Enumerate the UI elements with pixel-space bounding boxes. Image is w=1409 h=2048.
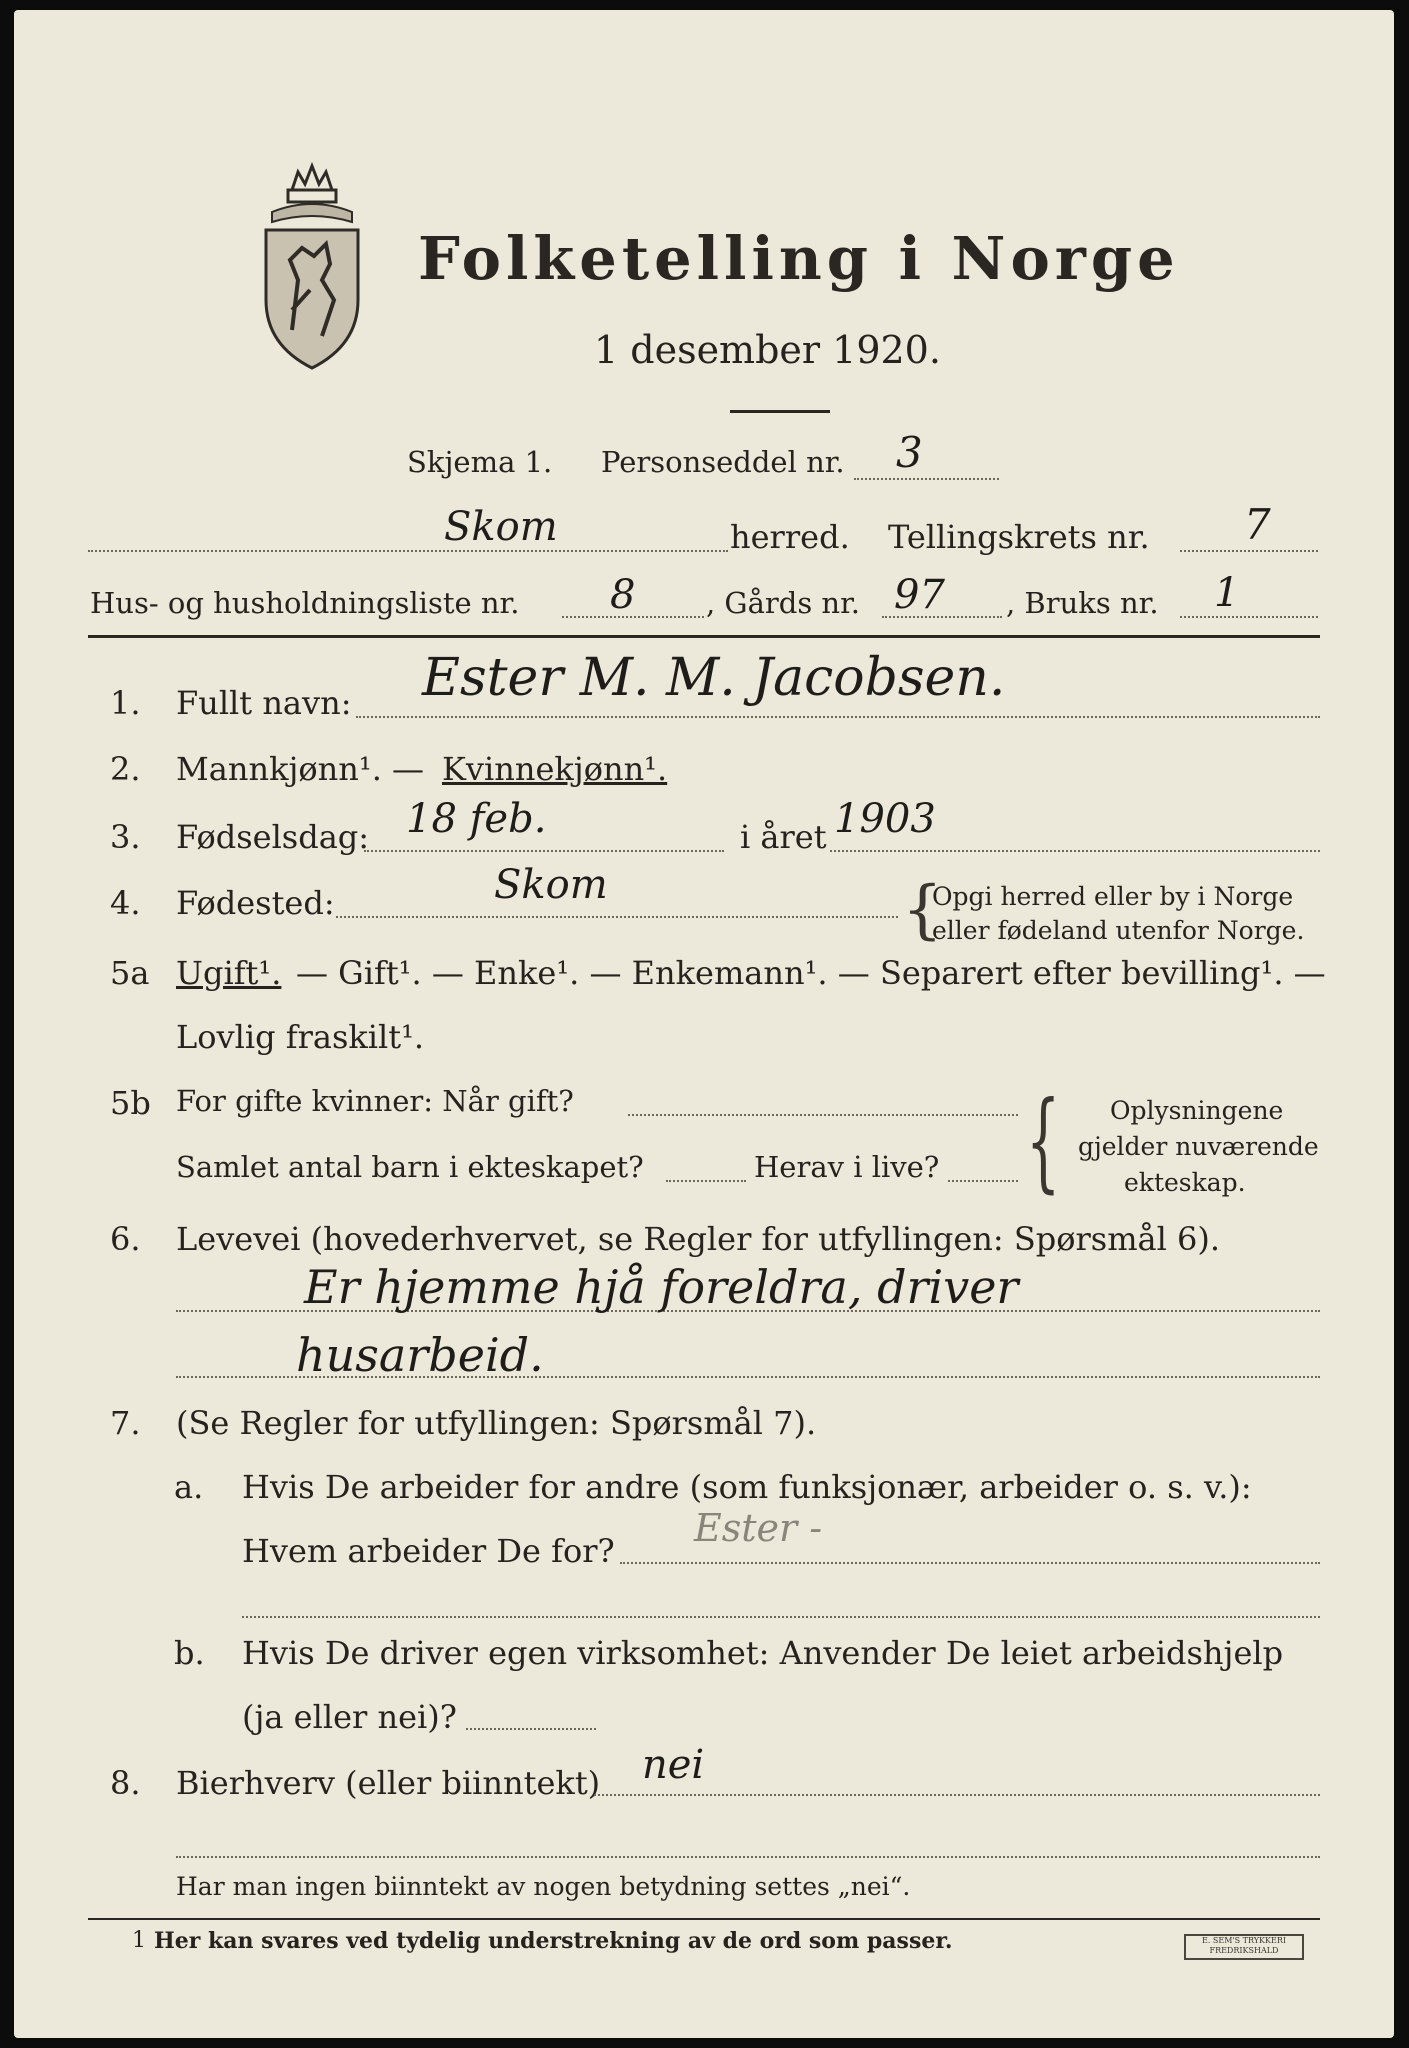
q4-number: 4. (110, 884, 141, 922)
q4-note-2: eller fødeland utenfor Norge. (932, 916, 1305, 945)
q3-line (364, 850, 724, 852)
census-date: 1 desember 1920. (594, 328, 941, 372)
q8-number: 8. (110, 1764, 141, 1802)
footer-separator (88, 1918, 1320, 1920)
q5a-number: 5a (110, 954, 150, 992)
personseddel-line (854, 478, 999, 480)
q4-brace: { (902, 873, 943, 947)
q5b-label-3: Herav i live? (754, 1150, 940, 1184)
q7a-number: a. (174, 1468, 204, 1506)
q7a-label: Hvis De arbeider for andre (som funksjonær, arbeider o. s. v.): (242, 1468, 1252, 1506)
q1-value: Ester M. M. Jacobsen. (422, 648, 1006, 708)
header-separator (88, 635, 1320, 638)
q7b-label: Hvis De driver egen virksomhet: Anvender De leiet arbeidshjelp (242, 1634, 1284, 1672)
q8-line (594, 1794, 1320, 1796)
q2-mann: Mannkjønn¹. — (176, 750, 425, 788)
printer-stamp (1184, 1934, 1304, 1960)
bruks-value: 1 (1214, 570, 1240, 616)
q4-line (336, 916, 898, 918)
q4-value: Skom (494, 862, 608, 908)
q3-number: 3. (110, 818, 141, 856)
form-title: Folketelling i Norge (418, 224, 1180, 293)
personseddel-value: 3 (896, 428, 923, 477)
q5b-line-3 (948, 1180, 1018, 1182)
footnote-mark: 1 (132, 1928, 146, 1953)
q5a-options: — Gift¹. — Enke¹. — Enkemann¹. — Separert efter bevilling¹. — (296, 954, 1326, 992)
q3-aar-label: i året (740, 818, 827, 856)
herred-line (88, 550, 728, 552)
q7a-line-1 (620, 1562, 1320, 1564)
q5b-note-2: gjelder nuværende (1078, 1132, 1319, 1161)
skjema-label: Skjema 1. (407, 445, 553, 479)
printer-stamp-text: E. SEM'S TRYKKERI FREDRIKSHALD (1201, 1936, 1287, 1955)
tellingskrets-label: Tellingskrets nr. (888, 518, 1150, 556)
q6-value-2: husarbeid. (296, 1328, 544, 1382)
q2-number: 2. (110, 750, 141, 788)
q2-kvinne: Kvinnekjønn¹. (442, 750, 668, 788)
q6-number: 6. (110, 1220, 141, 1258)
q4-note-1: Opgi herred eller by i Norge (932, 882, 1294, 911)
herred-value: Skom (444, 504, 558, 550)
q5b-note-3: ekteskap. (1124, 1168, 1246, 1197)
q7b-number: b. (174, 1634, 205, 1672)
title-divider (730, 410, 830, 413)
bruks-label: , Bruks nr. (1006, 586, 1159, 620)
q7a-value: Ester - (694, 1506, 823, 1550)
q5b-label-1: For gifte kvinner: Når gift? (176, 1084, 574, 1118)
q5b-number: 5b (110, 1084, 151, 1122)
q1-line (356, 716, 1320, 718)
footnote-text: Her kan svares ved tydelig understrekning av de ord som passer. (154, 1928, 953, 1954)
q1-number: 1. (110, 684, 141, 722)
q8-line-2 (176, 1856, 1320, 1858)
q5b-brace: { (1026, 1079, 1061, 1204)
q3-value: 18 feb. (406, 796, 547, 842)
personseddel-label: Personseddel nr. (601, 445, 845, 479)
q6-label: Levevei (hovederhvervet, se Regler for utfyllingen: Spørsmål 6). (176, 1220, 1221, 1258)
q1-label: Fullt navn: (176, 684, 352, 722)
q5b-line-1 (628, 1114, 1018, 1116)
q5b-label-2: Samlet antal barn i ekteskapet? (176, 1150, 644, 1184)
gards-label: , Gårds nr. (706, 586, 860, 620)
tellingskrets-line (1180, 550, 1318, 552)
footer-note: Har man ingen biinntekt av nogen betydning settes „nei“. (176, 1872, 911, 1901)
q5a-ugift: Ugift¹. (176, 954, 282, 992)
q6-value-1: Er hjemme hjå foreldra, driver (304, 1260, 1019, 1314)
q7a-line-2 (242, 1616, 1320, 1618)
q3-aar-value: 1903 (834, 796, 936, 842)
q8-value: nei (642, 1742, 705, 1788)
coat-of-arms-emblem (252, 160, 372, 375)
q7a-label-2: Hvem arbeider De for? (242, 1532, 615, 1570)
q4-label: Fødested: (176, 884, 335, 922)
q8-label: Bierhverv (eller biinntekt) (176, 1764, 601, 1802)
hus-label: Hus- og husholdningsliste nr. (90, 586, 520, 620)
q7-number: 7. (110, 1404, 141, 1442)
gards-value: 97 (894, 572, 945, 618)
census-form (14, 10, 1394, 2038)
bruks-line (1180, 616, 1318, 618)
q3-aar-line (830, 850, 1320, 852)
q5b-note-1: Oplysningene (1110, 1096, 1284, 1125)
hus-value: 8 (610, 572, 636, 618)
q7-label: (Se Regler for utfyllingen: Spørsmål 7). (176, 1404, 817, 1442)
tellingskrets-value: 7 (1244, 500, 1271, 549)
herred-label: herred. (730, 518, 850, 556)
q7b-label-2: (ja eller nei)? (242, 1698, 457, 1736)
q5b-line-2 (666, 1180, 746, 1182)
q5a-fraskilt: Lovlig fraskilt¹. (176, 1018, 425, 1056)
q3-label: Fødselsdag: (176, 818, 370, 856)
q7b-line (466, 1728, 596, 1730)
